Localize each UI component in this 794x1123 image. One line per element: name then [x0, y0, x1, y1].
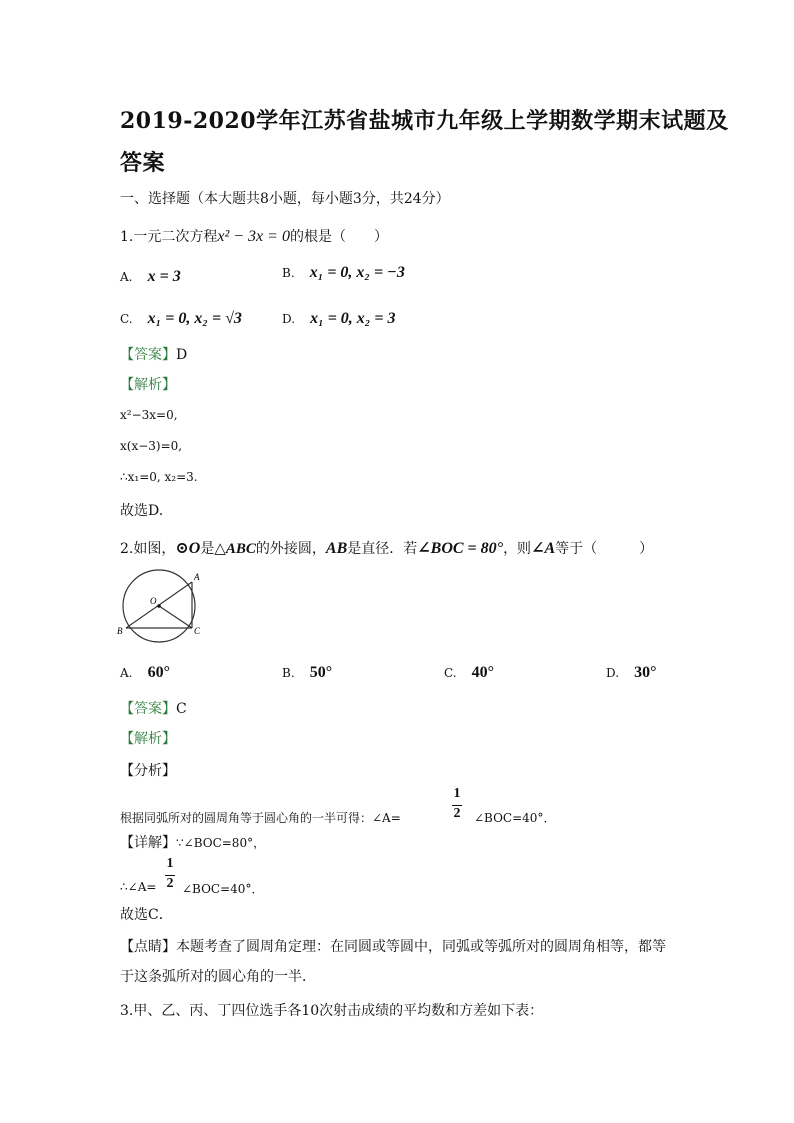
q1-option-b — [282, 262, 405, 282]
doc-title-line2: 答案 — [120, 150, 166, 176]
circle-symbol: ⊙O — [175, 540, 201, 557]
option-text: 40° — [471, 664, 495, 681]
option-label: A. — [120, 270, 133, 284]
q2-stem-post: 等于（ ） — [555, 541, 654, 557]
radius-oc — [159, 606, 192, 628]
q2-stem-pre: 2.如图， — [120, 541, 176, 557]
section-heading: 一、选择题（本大题共8小题，每小题3分，共24分） — [120, 191, 450, 207]
q2-stem-part: 是 — [200, 541, 215, 557]
q2-dianjing-line2: 于这条弧所对的圆心角的一半． — [120, 969, 316, 985]
dianjing-text: 本题考查了圆周角定理：在同圆或等圆中，同弧或等弧所对的圆周角相等，都等 — [176, 939, 666, 955]
q2-dianjing-line1 — [120, 936, 666, 956]
option-label: B. — [282, 266, 295, 280]
label-c: C — [194, 626, 201, 636]
doc-title-line1: 2019-2020学年江苏省盐城市九年级上学期数学期末试题及 — [120, 108, 729, 134]
option-label: C. — [444, 666, 457, 680]
option-text: 30° — [634, 664, 657, 681]
q2-option-c — [444, 662, 494, 682]
option-text: x = 3 — [147, 268, 181, 285]
q1-conclusion: 故选D. — [120, 503, 164, 519]
q1-analysis-tag: 【解析】 — [120, 377, 176, 393]
q2-stem-part: ，则 — [503, 541, 532, 557]
option-label: C. — [120, 312, 133, 326]
fraction-denominator: 2 — [453, 806, 461, 821]
dianjing-tag: 【点睛】 — [120, 939, 176, 955]
q1-stem-post: 的根是（ ） — [289, 229, 388, 245]
q2-answer — [120, 698, 187, 718]
q2-stem-part: 的外接圆， — [255, 541, 326, 557]
answer-value: D — [176, 347, 188, 363]
angle-a: ∠A — [531, 540, 556, 557]
q1-option-d — [282, 308, 396, 328]
fraction-numerator: 1 — [166, 856, 174, 871]
label-b: B — [117, 626, 123, 636]
option-label: D. — [606, 666, 620, 680]
option-text: 60° — [147, 664, 170, 681]
q1-option-c — [120, 308, 242, 328]
angle-boc-equation: ∠BOC = 80° — [417, 540, 504, 557]
q1-step-1: x²−3x=0, — [120, 408, 178, 422]
q1-option-a — [120, 266, 181, 286]
q2-analysis-tag: 【解析】 — [120, 731, 176, 747]
q3-stem: 3.甲、乙、丙、丁四位选手各10次射击成绩的平均数和方差如下表： — [120, 1003, 544, 1019]
option-text: x₁ = 0, x₂ = √3 — [147, 310, 242, 327]
q2-conclusion: 故选C． — [120, 907, 173, 923]
answer-tag: 【答案】 — [120, 701, 176, 717]
label-o: O — [150, 596, 157, 606]
q2-option-a — [120, 662, 170, 682]
q1-answer — [120, 344, 187, 364]
circle-figure — [114, 566, 208, 644]
q2-stem — [120, 538, 653, 558]
q1-stem-pre: 1.一元二次方程 — [120, 229, 218, 245]
q2-option-b — [282, 662, 332, 682]
fraction-denominator: 2 — [166, 876, 174, 891]
q1-step-2: x(x−3)=0, — [120, 439, 183, 453]
label-a: A — [194, 572, 200, 582]
q1-step-3: ∴x₁=0, x₂=3. — [120, 470, 198, 484]
triangle-symbol: △ABC — [214, 541, 256, 557]
option-label: D. — [282, 312, 296, 326]
xiangjie-text: ∵∠BOC=80°， — [176, 836, 266, 850]
q2-fenxi-text: 根据同弧所对的圆周角等于圆心角的一半可得：∠A= — [120, 811, 401, 825]
q1-stem — [120, 226, 388, 246]
answer-value: C — [176, 701, 187, 717]
q2-option-d — [606, 662, 657, 682]
q2-fenxi-tag: 【分析】 — [120, 763, 176, 779]
q2-therefore-pre: ∴∠A= — [120, 880, 157, 894]
option-text: x₁ = 0, x₂ = −3 — [309, 264, 405, 281]
q2-therefore-tail: ∠BOC=40°． — [182, 882, 264, 896]
q2-xiangjie — [120, 832, 265, 852]
fraction-numerator: 1 — [453, 786, 461, 801]
xiangjie-tag: 【详解】 — [120, 835, 176, 851]
q2-stem-part: 是直径．若 — [347, 541, 418, 557]
option-label: B. — [282, 666, 295, 680]
answer-tag: 【答案】 — [120, 347, 176, 363]
option-text: 50° — [309, 664, 333, 681]
option-text: x₁ = 0, x₂ = 3 — [310, 310, 396, 327]
center-point — [157, 604, 161, 608]
q1-equation: x² − 3x = 0 — [217, 228, 290, 245]
option-label: A. — [120, 666, 133, 680]
q2-fenxi-tail: ∠BOC=40°． — [474, 811, 556, 825]
segment-ab: AB — [325, 540, 348, 557]
